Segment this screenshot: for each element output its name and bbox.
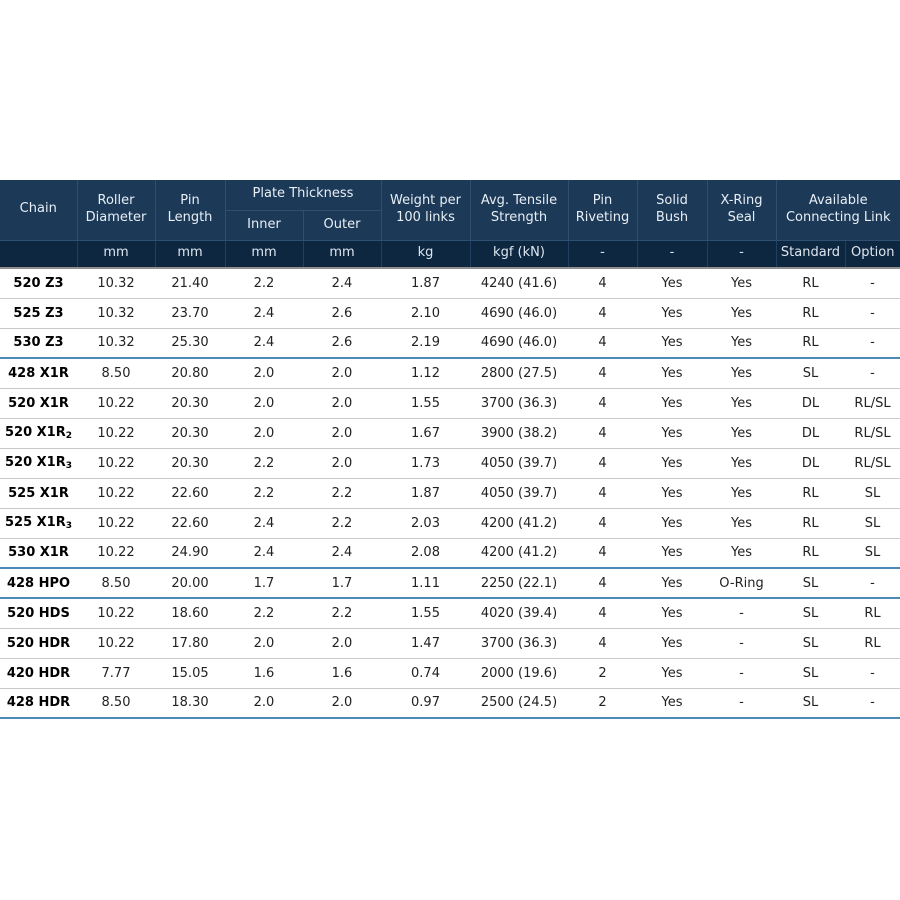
cell-option: - bbox=[845, 298, 900, 328]
cell-plate-inner: 2.0 bbox=[225, 358, 303, 388]
header-available-connecting-link: Available Connecting Link bbox=[776, 180, 900, 240]
cell-plate-outer: 2.2 bbox=[303, 508, 381, 538]
table-row bbox=[0, 418, 900, 448]
cell-weight: 0.74 bbox=[381, 658, 470, 688]
cell-standard: DL bbox=[776, 418, 845, 448]
cell-roller-diameter: 10.32 bbox=[77, 268, 155, 298]
cell-solid-bush: Yes bbox=[637, 538, 707, 568]
cell-weight: 2.03 bbox=[381, 508, 470, 538]
cell-chain: 428 X1R bbox=[0, 358, 77, 388]
cell-weight: 1.87 bbox=[381, 268, 470, 298]
cell-pin-riveting: 4 bbox=[568, 568, 637, 598]
header-roller-diameter: Roller Diameter bbox=[77, 180, 155, 240]
table-row bbox=[0, 538, 900, 568]
cell-pin-riveting: 4 bbox=[568, 418, 637, 448]
cell-option: - bbox=[845, 658, 900, 688]
cell-option: SL bbox=[845, 538, 900, 568]
cell-standard: SL bbox=[776, 628, 845, 658]
cell-tensile: 4200 (41.2) bbox=[470, 538, 568, 568]
cell-tensile: 2000 (19.6) bbox=[470, 658, 568, 688]
cell-pin-riveting: 4 bbox=[568, 538, 637, 568]
cell-tensile: 2500 (24.5) bbox=[470, 688, 568, 718]
cell-standard: SL bbox=[776, 598, 845, 628]
cell-x-ring-seal: Yes bbox=[707, 478, 776, 508]
unit-solid-bush: - bbox=[637, 240, 707, 268]
cell-x-ring-seal: Yes bbox=[707, 298, 776, 328]
cell-plate-outer: 2.0 bbox=[303, 418, 381, 448]
cell-pin-riveting: 4 bbox=[568, 478, 637, 508]
cell-pin-length: 22.60 bbox=[155, 508, 225, 538]
cell-plate-inner: 2.2 bbox=[225, 598, 303, 628]
cell-option: RL/SL bbox=[845, 388, 900, 418]
cell-solid-bush: Yes bbox=[637, 478, 707, 508]
cell-option: SL bbox=[845, 508, 900, 538]
cell-tensile: 4200 (41.2) bbox=[470, 508, 568, 538]
header-row-units bbox=[0, 240, 900, 268]
cell-chain: 530 Z3 bbox=[0, 328, 77, 358]
cell-chain: 520 X1R bbox=[0, 388, 77, 418]
cell-chain: 525 X1R bbox=[0, 478, 77, 508]
cell-roller-diameter: 10.22 bbox=[77, 598, 155, 628]
cell-plate-outer: 1.7 bbox=[303, 568, 381, 598]
cell-plate-inner: 2.2 bbox=[225, 268, 303, 298]
unit-chain bbox=[0, 240, 77, 268]
cell-plate-inner: 2.4 bbox=[225, 538, 303, 568]
cell-chain: 428 HPO bbox=[0, 568, 77, 598]
cell-weight: 1.67 bbox=[381, 418, 470, 448]
header-inner: Inner bbox=[225, 210, 303, 240]
cell-plate-inner: 2.2 bbox=[225, 448, 303, 478]
cell-tensile: 4690 (46.0) bbox=[470, 298, 568, 328]
header-weight-per-100-links: Weight per 100 links bbox=[381, 180, 470, 240]
cell-plate-outer: 2.4 bbox=[303, 268, 381, 298]
cell-plate-inner: 2.2 bbox=[225, 478, 303, 508]
header-plate-thickness: Plate Thickness bbox=[225, 180, 381, 210]
table-body bbox=[0, 268, 900, 718]
table-row bbox=[0, 598, 900, 628]
cell-option: - bbox=[845, 268, 900, 298]
cell-plate-outer: 2.0 bbox=[303, 358, 381, 388]
cell-tensile: 2800 (27.5) bbox=[470, 358, 568, 388]
cell-x-ring-seal: Yes bbox=[707, 538, 776, 568]
cell-roller-diameter: 10.22 bbox=[77, 388, 155, 418]
cell-plate-outer: 2.0 bbox=[303, 388, 381, 418]
cell-solid-bush: Yes bbox=[637, 358, 707, 388]
cell-tensile: 4020 (39.4) bbox=[470, 598, 568, 628]
chain-specifications-table bbox=[0, 180, 900, 719]
cell-standard: RL bbox=[776, 478, 845, 508]
table-row bbox=[0, 628, 900, 658]
cell-pin-length: 15.05 bbox=[155, 658, 225, 688]
cell-pin-length: 25.30 bbox=[155, 328, 225, 358]
cell-pin-length: 17.80 bbox=[155, 628, 225, 658]
cell-x-ring-seal: Yes bbox=[707, 418, 776, 448]
cell-x-ring-seal: Yes bbox=[707, 448, 776, 478]
cell-standard: SL bbox=[776, 658, 845, 688]
cell-plate-outer: 2.2 bbox=[303, 478, 381, 508]
cell-option: RL bbox=[845, 598, 900, 628]
cell-plate-inner: 2.4 bbox=[225, 328, 303, 358]
cell-option: RL bbox=[845, 628, 900, 658]
header-outer: Outer bbox=[303, 210, 381, 240]
cell-chain: 428 HDR bbox=[0, 688, 77, 718]
header-chain: Chain bbox=[0, 180, 77, 240]
cell-pin-length: 20.30 bbox=[155, 418, 225, 448]
cell-roller-diameter: 10.22 bbox=[77, 478, 155, 508]
table-row bbox=[0, 298, 900, 328]
cell-weight: 2.19 bbox=[381, 328, 470, 358]
unit-standard: Standard bbox=[776, 240, 845, 268]
table-row bbox=[0, 658, 900, 688]
cell-weight: 2.10 bbox=[381, 298, 470, 328]
cell-pin-riveting: 4 bbox=[568, 448, 637, 478]
table-row bbox=[0, 478, 900, 508]
cell-standard: RL bbox=[776, 298, 845, 328]
cell-pin-length: 23.70 bbox=[155, 298, 225, 328]
cell-roller-diameter: 8.50 bbox=[77, 568, 155, 598]
cell-plate-inner: 2.4 bbox=[225, 298, 303, 328]
chain-subscript: 3 bbox=[65, 460, 72, 471]
cell-plate-outer: 2.6 bbox=[303, 298, 381, 328]
table-row bbox=[0, 688, 900, 718]
cell-solid-bush: Yes bbox=[637, 598, 707, 628]
cell-tensile: 4050 (39.7) bbox=[470, 478, 568, 508]
cell-tensile: 2250 (22.1) bbox=[470, 568, 568, 598]
cell-chain: 520 $X1R_3$ bbox=[0, 448, 77, 478]
cell-chain: 520 Z3 bbox=[0, 268, 77, 298]
cell-tensile: 4690 (46.0) bbox=[470, 328, 568, 358]
table-row bbox=[0, 448, 900, 478]
unit-option: Option bbox=[845, 240, 900, 268]
cell-pin-riveting: 4 bbox=[568, 358, 637, 388]
unit-pin-length: mm bbox=[155, 240, 225, 268]
header-pin-length: Pin Length bbox=[155, 180, 225, 240]
cell-plate-outer: 2.0 bbox=[303, 628, 381, 658]
cell-x-ring-seal: Yes bbox=[707, 328, 776, 358]
cell-roller-diameter: 10.32 bbox=[77, 298, 155, 328]
cell-solid-bush: Yes bbox=[637, 508, 707, 538]
cell-plate-inner: 2.0 bbox=[225, 628, 303, 658]
table-row bbox=[0, 388, 900, 418]
cell-standard: SL bbox=[776, 568, 845, 598]
header-row-groups bbox=[0, 180, 900, 210]
cell-chain: 520 HDR bbox=[0, 628, 77, 658]
unit-weight: kg bbox=[381, 240, 470, 268]
cell-solid-bush: Yes bbox=[637, 328, 707, 358]
cell-pin-riveting: 4 bbox=[568, 508, 637, 538]
cell-weight: 1.55 bbox=[381, 388, 470, 418]
cell-x-ring-seal: - bbox=[707, 658, 776, 688]
cell-pin-riveting: 2 bbox=[568, 658, 637, 688]
cell-plate-outer: 2.6 bbox=[303, 328, 381, 358]
cell-roller-diameter: 7.77 bbox=[77, 658, 155, 688]
cell-roller-diameter: 10.32 bbox=[77, 328, 155, 358]
cell-pin-length: 21.40 bbox=[155, 268, 225, 298]
cell-roller-diameter: 10.22 bbox=[77, 538, 155, 568]
cell-standard: RL bbox=[776, 508, 845, 538]
table-row bbox=[0, 268, 900, 298]
cell-tensile: 4240 (41.6) bbox=[470, 268, 568, 298]
cell-x-ring-seal: Yes bbox=[707, 268, 776, 298]
header-solid-bush: Solid Bush bbox=[637, 180, 707, 240]
cell-tensile: 3900 (38.2) bbox=[470, 418, 568, 448]
cell-standard: DL bbox=[776, 448, 845, 478]
cell-pin-riveting: 4 bbox=[568, 388, 637, 418]
chain-subscript: 3 bbox=[65, 520, 72, 531]
cell-option: SL bbox=[845, 478, 900, 508]
cell-roller-diameter: 8.50 bbox=[77, 358, 155, 388]
cell-pin-length: 24.90 bbox=[155, 538, 225, 568]
cell-standard: DL bbox=[776, 388, 845, 418]
cell-solid-bush: Yes bbox=[637, 448, 707, 478]
cell-pin-length: 18.60 bbox=[155, 598, 225, 628]
cell-pin-length: 20.30 bbox=[155, 448, 225, 478]
unit-plate-outer: mm bbox=[303, 240, 381, 268]
unit-roller-diameter: mm bbox=[77, 240, 155, 268]
table-row bbox=[0, 568, 900, 598]
cell-plate-outer: 2.4 bbox=[303, 538, 381, 568]
cell-chain: 525 Z3 bbox=[0, 298, 77, 328]
unit-plate-inner: mm bbox=[225, 240, 303, 268]
header-x-ring-seal: X-Ring Seal bbox=[707, 180, 776, 240]
cell-weight: 1.73 bbox=[381, 448, 470, 478]
cell-tensile: 3700 (36.3) bbox=[470, 628, 568, 658]
cell-chain: 520 HDS bbox=[0, 598, 77, 628]
cell-pin-riveting: 4 bbox=[568, 628, 637, 658]
cell-option: RL/SL bbox=[845, 448, 900, 478]
cell-standard: RL bbox=[776, 538, 845, 568]
cell-x-ring-seal: Yes bbox=[707, 358, 776, 388]
cell-standard: RL bbox=[776, 328, 845, 358]
header-pin-riveting: Pin Riveting bbox=[568, 180, 637, 240]
cell-chain: 530 X1R bbox=[0, 538, 77, 568]
cell-plate-inner: 2.0 bbox=[225, 418, 303, 448]
cell-roller-diameter: 10.22 bbox=[77, 418, 155, 448]
cell-solid-bush: Yes bbox=[637, 298, 707, 328]
cell-x-ring-seal: - bbox=[707, 628, 776, 658]
cell-standard: RL bbox=[776, 268, 845, 298]
cell-x-ring-seal: O-Ring bbox=[707, 568, 776, 598]
cell-tensile: 4050 (39.7) bbox=[470, 448, 568, 478]
cell-x-ring-seal: Yes bbox=[707, 508, 776, 538]
cell-weight: 0.97 bbox=[381, 688, 470, 718]
cell-pin-length: 20.00 bbox=[155, 568, 225, 598]
cell-x-ring-seal: - bbox=[707, 688, 776, 718]
cell-standard: SL bbox=[776, 358, 845, 388]
table-header bbox=[0, 180, 900, 268]
table-row bbox=[0, 328, 900, 358]
cell-plate-outer: 2.0 bbox=[303, 688, 381, 718]
header-avg-tensile-strength: Avg. Tensile Strength bbox=[470, 180, 568, 240]
table-row bbox=[0, 358, 900, 388]
cell-plate-inner: 2.4 bbox=[225, 508, 303, 538]
cell-plate-inner: 2.0 bbox=[225, 388, 303, 418]
cell-option: - bbox=[845, 568, 900, 598]
cell-x-ring-seal: - bbox=[707, 598, 776, 628]
cell-plate-outer: 1.6 bbox=[303, 658, 381, 688]
cell-solid-bush: Yes bbox=[637, 628, 707, 658]
cell-tensile: 3700 (36.3) bbox=[470, 388, 568, 418]
cell-solid-bush: Yes bbox=[637, 658, 707, 688]
cell-pin-riveting: 4 bbox=[568, 328, 637, 358]
cell-solid-bush: Yes bbox=[637, 688, 707, 718]
cell-weight: 2.08 bbox=[381, 538, 470, 568]
cell-solid-bush: Yes bbox=[637, 568, 707, 598]
unit-pin-riveting: - bbox=[568, 240, 637, 268]
cell-roller-diameter: 8.50 bbox=[77, 688, 155, 718]
cell-weight: 1.11 bbox=[381, 568, 470, 598]
cell-roller-diameter: 10.22 bbox=[77, 508, 155, 538]
cell-chain: 520 $X1R_2$ bbox=[0, 418, 77, 448]
cell-chain: 525 $X1R_3$ bbox=[0, 508, 77, 538]
cell-plate-outer: 2.0 bbox=[303, 448, 381, 478]
cell-solid-bush: Yes bbox=[637, 268, 707, 298]
cell-pin-riveting: 4 bbox=[568, 598, 637, 628]
cell-pin-riveting: 4 bbox=[568, 298, 637, 328]
cell-weight: 1.12 bbox=[381, 358, 470, 388]
cell-weight: 1.55 bbox=[381, 598, 470, 628]
chain-spec-table-container bbox=[0, 180, 900, 719]
cell-pin-length: 20.80 bbox=[155, 358, 225, 388]
cell-option: - bbox=[845, 688, 900, 718]
cell-pin-riveting: 4 bbox=[568, 268, 637, 298]
unit-x-ring-seal: - bbox=[707, 240, 776, 268]
chain-subscript: 2 bbox=[65, 430, 72, 441]
cell-weight: 1.87 bbox=[381, 478, 470, 508]
unit-tensile: kgf (kN) bbox=[470, 240, 568, 268]
cell-option: - bbox=[845, 328, 900, 358]
cell-pin-riveting: 2 bbox=[568, 688, 637, 718]
cell-standard: SL bbox=[776, 688, 845, 718]
cell-pin-length: 18.30 bbox=[155, 688, 225, 718]
cell-roller-diameter: 10.22 bbox=[77, 628, 155, 658]
cell-option: - bbox=[845, 358, 900, 388]
cell-solid-bush: Yes bbox=[637, 388, 707, 418]
cell-option: RL/SL bbox=[845, 418, 900, 448]
cell-weight: 1.47 bbox=[381, 628, 470, 658]
cell-plate-outer: 2.2 bbox=[303, 598, 381, 628]
cell-chain: 420 HDR bbox=[0, 658, 77, 688]
cell-roller-diameter: 10.22 bbox=[77, 448, 155, 478]
cell-pin-length: 22.60 bbox=[155, 478, 225, 508]
table-row bbox=[0, 508, 900, 538]
cell-plate-inner: 1.6 bbox=[225, 658, 303, 688]
cell-pin-length: 20.30 bbox=[155, 388, 225, 418]
cell-plate-inner: 1.7 bbox=[225, 568, 303, 598]
cell-x-ring-seal: Yes bbox=[707, 388, 776, 418]
cell-solid-bush: Yes bbox=[637, 418, 707, 448]
cell-plate-inner: 2.0 bbox=[225, 688, 303, 718]
